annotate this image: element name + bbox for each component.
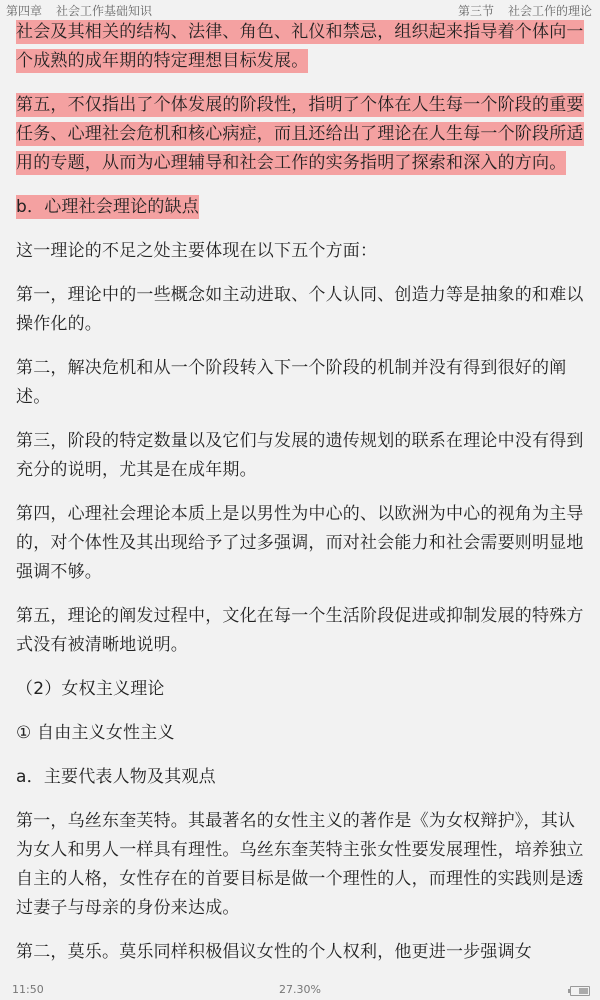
paragraph <box>16 427 584 485</box>
chapter-label: 第四章 <box>6 4 43 18</box>
paragraph <box>16 719 584 748</box>
paragraph <box>16 500 584 587</box>
battery-level-fill <box>579 988 588 994</box>
paragraph-text: 第五，理论的阐发过程中，文化在每一个生活阶段促进或抑制发展的特殊方式没有被清晰地说明。 <box>16 606 584 655</box>
paragraph <box>16 354 584 412</box>
paragraph <box>16 602 584 660</box>
page-content[interactable] <box>16 18 584 980</box>
reader-footer <box>0 980 600 1000</box>
section-label: 第三节 <box>457 4 494 18</box>
header-left <box>6 2 152 19</box>
clock-time: 11:50 <box>12 983 44 996</box>
highlighted-text[interactable]: b．心理社会理论的缺点 <box>16 197 199 217</box>
paragraph-text: 这一理论的不足之处主要体现在以下五个方面： <box>16 241 378 261</box>
paragraph <box>16 675 584 704</box>
paragraph <box>16 18 584 76</box>
book-title: 社会工作基础知识 <box>56 4 153 18</box>
paragraph <box>16 938 584 967</box>
section-title: 社会工作的理论 <box>507 4 592 18</box>
paragraph-text: ① 自由主义女性主义 <box>16 723 175 743</box>
paragraph-text: 第二，莫乐。莫乐同样积极倡议女性的个人权利，他更进一步强调女 <box>16 942 532 962</box>
paragraph-text: 第四，心理社会理论本质上是以男性为中心的、以欧洲为中心的视角为主导的，对个体性及其出现给予了过多强调，而对社会能力和社会需要则明显地强调不够。 <box>16 504 584 582</box>
reading-progress: 27.30% <box>279 983 321 996</box>
highlighted-text[interactable]: 第五，不仅指出了个体发展的阶段性，指明了个体在人生每一个阶段的重要任务、心理社会危机和核心病症，而且还给出了理论在人生每一个阶段所适用的专题，从而为心理辅导和社会工作的实务指明了探索和深入的方向。 <box>16 95 584 173</box>
paragraph-text: 第一，理论中的一些概念如主动进取、个人认同、创造力等是抽象的和难以操作化的。 <box>16 285 584 334</box>
highlighted-text[interactable]: 社会及其相关的结构、法律、角色、礼仪和禁忌，组织起来指导着个体向一个成熟的成年期的特定理想目标发展。 <box>16 22 584 71</box>
header-right <box>458 2 592 19</box>
paragraph-text: 第三，阶段的特定数量以及它们与发展的遗传规划的联系在理论中没有得到充分的说明，尤其是在成年期。 <box>16 431 584 480</box>
paragraph-text: 第一，乌丝东奎芙特。其最著名的女性主义的著作是《为女权辩护》，其认为女人和男人一样具有理性。乌丝东奎芙特主张女性要发展理性，培养独立自主的人格，女性存在的首要目标是做一个理性的人，而理性的实践则是透过妻子与母亲的身份来达成。 <box>16 811 584 918</box>
reader-header <box>0 0 600 20</box>
paragraph-text: （2）女权主义理论 <box>16 679 165 699</box>
paragraph <box>16 193 584 222</box>
paragraph-text: a．主要代表人物及其观点 <box>16 767 216 787</box>
paragraph <box>16 807 584 923</box>
paragraph <box>16 281 584 339</box>
battery-icon <box>570 986 590 996</box>
paragraph-text: 第二，解决危机和从一个阶段转入下一个阶段的机制并没有得到很好的阐述。 <box>16 358 567 407</box>
paragraph <box>16 763 584 792</box>
paragraph <box>16 237 584 266</box>
paragraph <box>16 91 584 178</box>
